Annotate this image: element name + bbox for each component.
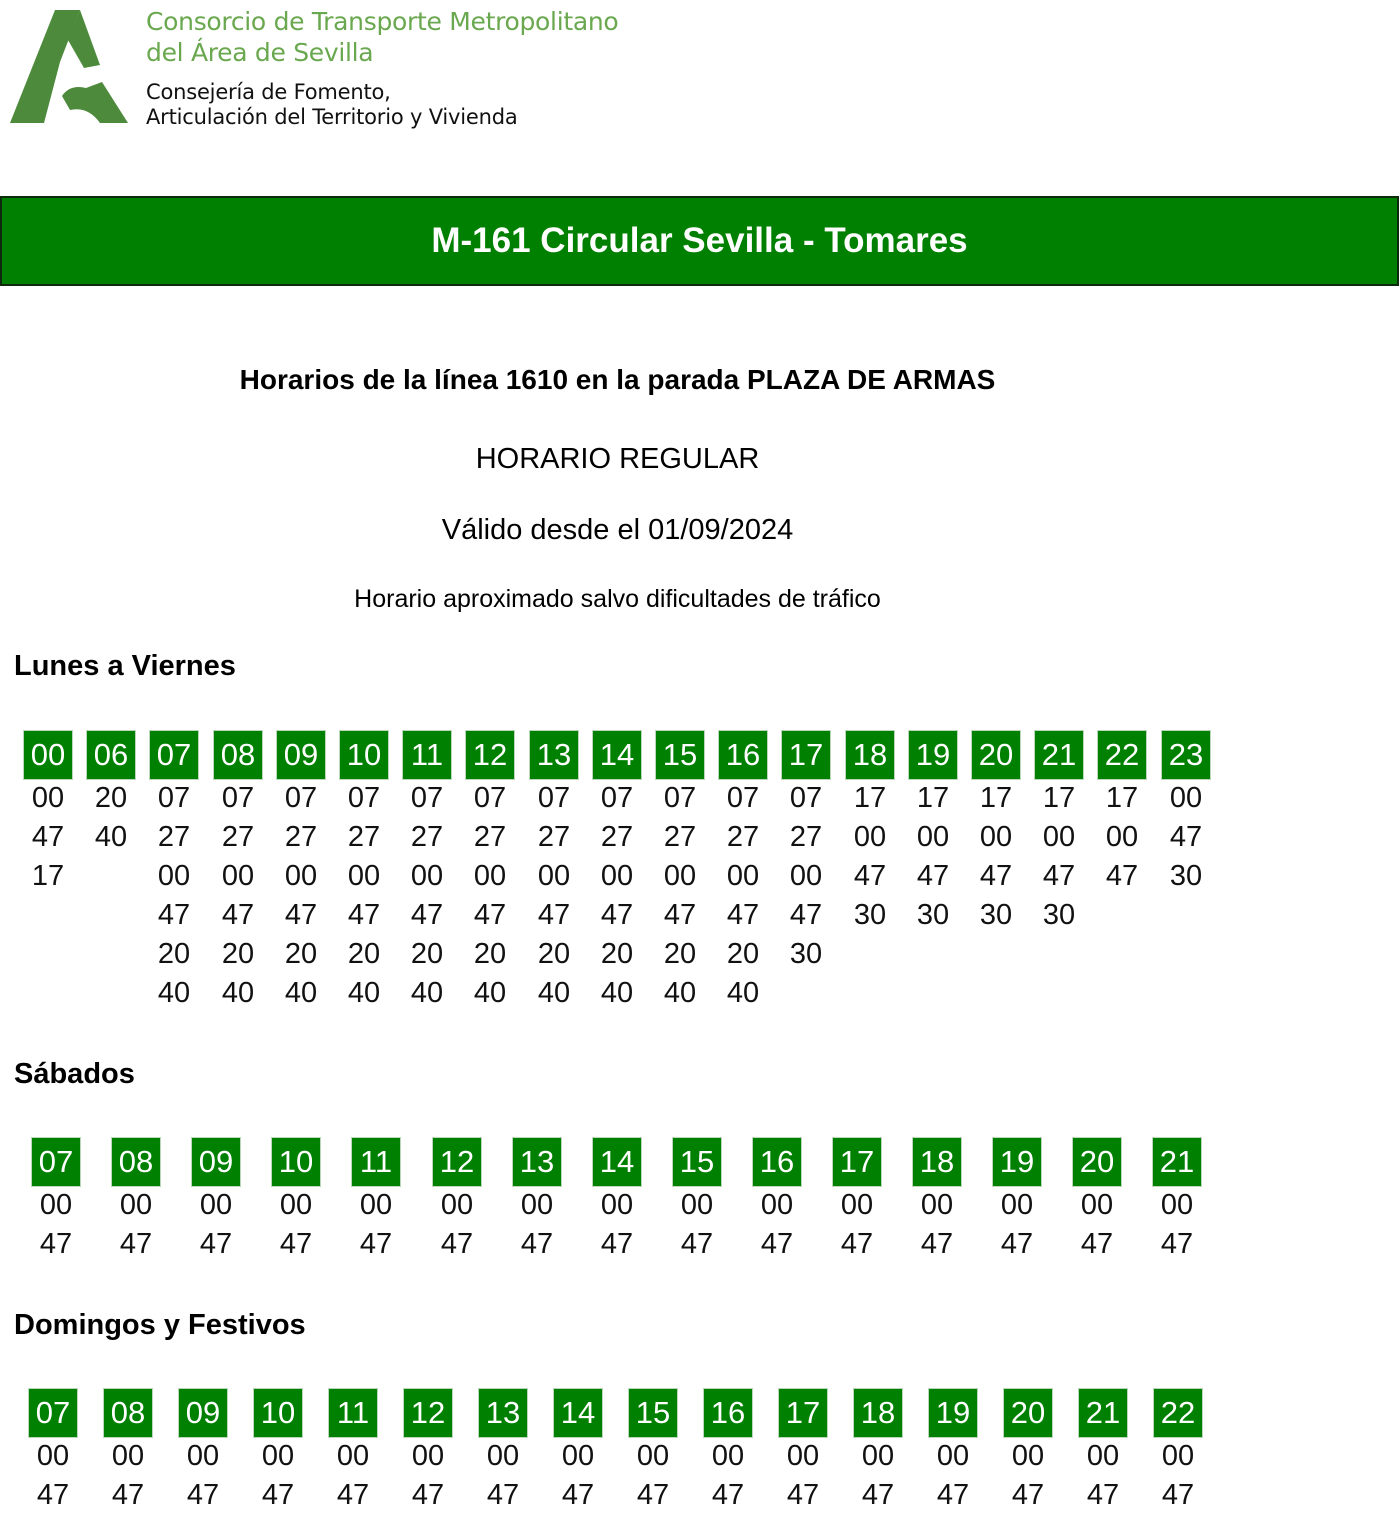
minute-cell: 20 [663,938,697,970]
minute-cell: 00 [221,860,255,892]
minute-cell: 00 [920,1189,954,1221]
minute-cell: 47 [1161,1479,1195,1511]
minute-cell: 00 [111,1440,145,1472]
minute-cell: 30 [1169,860,1203,892]
hour-column [329,1389,377,1515]
minute-cell: 47 [284,899,318,931]
minute-cell: 30 [916,899,950,931]
minute-cell: 47 [861,1479,895,1511]
hour-column [112,1138,160,1264]
minute-cell: 00 [600,860,634,892]
hour-column [913,1138,961,1264]
hour-cell: 10 [254,1389,302,1437]
hour-column [1154,1389,1202,1515]
schedule-type: HORARIO REGULAR [475,443,760,475]
minute-cell: 40 [473,977,507,1009]
minute-cell: 20 [600,938,634,970]
hour-column [24,731,72,896]
minute-cell: 47 [520,1228,554,1260]
minute-cell: 20 [221,938,255,970]
minute-cell: 17 [31,860,65,892]
hour-column [254,1389,302,1515]
hour-cell: 18 [854,1389,902,1437]
minute-cell: 27 [221,821,255,853]
minute-cell: 00 [261,1440,295,1472]
minute-cell: 00 [336,1440,370,1472]
hour-column [513,1138,561,1264]
minute-cell: 47 [119,1228,153,1260]
hour-column [993,1138,1041,1264]
hour-cell: 19 [929,1389,977,1437]
minute-cell: 27 [347,821,381,853]
minute-cell: 30 [979,899,1013,931]
hour-cell: 15 [673,1138,721,1186]
minute-cell: 27 [663,821,697,853]
minute-cell: 17 [979,782,1013,814]
minute-cell: 07 [410,782,444,814]
minute-cell: 00 [1105,821,1139,853]
hour-cell: 13 [530,731,578,779]
minute-cell: 00 [1160,1189,1194,1221]
minute-cell: 07 [537,782,571,814]
hour-cell: 19 [909,731,957,779]
minute-cell: 00 [979,821,1013,853]
hour-cell: 08 [112,1138,160,1186]
hour-cell: 15 [629,1389,677,1437]
minute-cell: 07 [221,782,255,814]
minute-cell: 20 [473,938,507,970]
hour-cell: 18 [846,731,894,779]
minute-cell: 00 [279,1189,313,1221]
minute-cell: 07 [347,782,381,814]
minute-cell: 47 [537,899,571,931]
minute-cell: 00 [680,1189,714,1221]
hour-column [277,731,325,1013]
minute-cell: 47 [853,860,887,892]
hour-cell: 21 [1153,1138,1201,1186]
hour-cell: 21 [1035,731,1083,779]
minute-cell: 20 [347,938,381,970]
hour-cell: 09 [192,1138,240,1186]
minute-cell: 47 [936,1479,970,1511]
minute-cell: 47 [410,899,444,931]
hour-column [929,1389,977,1515]
minute-cell: 40 [537,977,571,1009]
minute-cell: 00 [537,860,571,892]
minute-cell: 17 [853,782,887,814]
minute-cell: 47 [186,1479,220,1511]
minute-cell: 00 [760,1189,794,1221]
minute-cell: 00 [347,860,381,892]
minute-cell: 47 [221,899,255,931]
minute-cell: 27 [410,821,444,853]
minute-cell: 20 [726,938,760,970]
minute-cell: 07 [789,782,823,814]
minute-cell: 47 [1086,1479,1120,1511]
hour-column [192,1138,240,1264]
hour-cell: 17 [782,731,830,779]
minute-cell: 00 [1042,821,1076,853]
minute-cell: 00 [636,1440,670,1472]
minute-cell: 40 [94,821,128,853]
minute-cell: 47 [680,1228,714,1260]
minute-cell: 47 [1105,860,1139,892]
minute-cell: 00 [473,860,507,892]
hour-cell: 20 [972,731,1020,779]
minute-cell: 00 [840,1189,874,1221]
hour-cell: 16 [704,1389,752,1437]
hour-column [403,731,451,1013]
minute-cell: 00 [410,860,444,892]
hour-cell: 11 [403,731,451,779]
minute-cell: 00 [119,1189,153,1221]
hour-column [466,731,514,1013]
minute-cell: 20 [537,938,571,970]
section-title-sundays: Domingos y Festivos [14,1309,306,1341]
minute-cell: 17 [1105,782,1139,814]
minute-cell: 47 [789,899,823,931]
hour-column [29,1389,77,1515]
minute-cell: 30 [853,899,887,931]
hour-column [782,731,830,974]
minute-cell: 40 [157,977,191,1009]
minute-cell: 00 [186,1440,220,1472]
hour-column [846,731,894,935]
minute-cell: 00 [36,1440,70,1472]
minute-cell: 47 [760,1228,794,1260]
minute-cell: 40 [284,977,318,1009]
hour-cell: 16 [719,731,767,779]
hour-cell: 14 [554,1389,602,1437]
minute-cell: 00 [199,1189,233,1221]
hour-column [179,1389,227,1515]
minute-cell: 47 [711,1479,745,1511]
minute-cell: 47 [600,899,634,931]
hour-column [150,731,198,1013]
minute-cell: 40 [410,977,444,1009]
hour-column [272,1138,320,1264]
hour-cell: 13 [513,1138,561,1186]
hour-cell: 14 [593,731,641,779]
traffic-note: Horario aproximado salvo dificultades de tráfico [354,585,881,613]
minute-cell: 27 [789,821,823,853]
hour-cell: 09 [277,731,325,779]
minute-cell: 00 [663,860,697,892]
minute-cell: 47 [1000,1228,1034,1260]
minute-cell: 40 [726,977,760,1009]
minute-cell: 00 [440,1189,474,1221]
minute-cell: 27 [284,821,318,853]
hour-column [404,1389,452,1515]
minute-cell: 27 [600,821,634,853]
minute-cell: 47 [1080,1228,1114,1260]
hour-cell: 07 [32,1138,80,1186]
minute-cell: 47 [1011,1479,1045,1511]
hour-column [352,1138,400,1264]
hour-cell: 16 [753,1138,801,1186]
minute-cell: 00 [600,1189,634,1221]
minute-cell: 20 [410,938,444,970]
section-title-saturdays: Sábados [14,1058,135,1090]
minute-cell: 47 [920,1228,954,1260]
minute-cell: 47 [279,1228,313,1260]
hour-column [779,1389,827,1515]
minute-cell: 00 [711,1440,745,1472]
minute-cell: 00 [561,1440,595,1472]
hour-column [1098,731,1146,896]
hour-column [104,1389,152,1515]
minute-cell: 27 [537,821,571,853]
minute-cell: 47 [39,1228,73,1260]
minute-cell: 47 [440,1228,474,1260]
hour-cell: 23 [1162,731,1210,779]
hour-cell: 08 [104,1389,152,1437]
hour-column [1073,1138,1121,1264]
minute-cell: 47 [1169,821,1203,853]
hour-column [87,731,135,857]
junta-andalucia-logo [10,10,132,126]
minute-cell: 20 [157,938,191,970]
minute-cell: 47 [157,899,191,931]
minute-cell: 27 [473,821,507,853]
hour-cell: 17 [779,1389,827,1437]
hour-cell: 13 [479,1389,527,1437]
minute-cell: 47 [31,821,65,853]
hour-cell: 10 [272,1138,320,1186]
minute-cell: 07 [663,782,697,814]
minute-cell: 47 [411,1479,445,1511]
hour-cell: 12 [466,731,514,779]
minute-cell: 07 [157,782,191,814]
minute-cell: 07 [726,782,760,814]
minute-cell: 00 [1000,1189,1034,1221]
minute-cell: 00 [31,782,65,814]
department-name: Consejería de Fomento, Articulación del Territorio y Vivienda [146,80,518,129]
minute-cell: 00 [1161,1440,1195,1472]
minute-cell: 00 [1011,1440,1045,1472]
minute-cell: 40 [221,977,255,1009]
minute-cell: 47 [1160,1228,1194,1260]
hour-cell: 07 [150,731,198,779]
minute-cell: 00 [359,1189,393,1221]
minute-cell: 00 [1086,1440,1120,1472]
section-title-weekdays: Lunes a Viernes [14,650,236,682]
hour-column [530,731,578,1013]
hour-cell: 12 [404,1389,452,1437]
hour-column [704,1389,752,1515]
minute-cell: 47 [600,1228,634,1260]
minute-cell: 47 [199,1228,233,1260]
minute-cell: 47 [36,1479,70,1511]
hour-cell: 00 [24,731,72,779]
minute-cell: 47 [347,899,381,931]
hour-cell: 22 [1098,731,1146,779]
minute-cell: 47 [561,1479,595,1511]
minute-cell: 00 [853,821,887,853]
minute-cell: 00 [789,860,823,892]
minute-cell: 00 [726,860,760,892]
hour-column [1153,1138,1201,1264]
hour-cell: 15 [656,731,704,779]
minute-cell: 17 [1042,782,1076,814]
minute-cell: 47 [726,899,760,931]
hour-column [854,1389,902,1515]
hour-cell: 21 [1079,1389,1127,1437]
minute-cell: 40 [347,977,381,1009]
hour-column [719,731,767,1013]
minute-cell: 47 [786,1479,820,1511]
minute-cell: 40 [600,977,634,1009]
minute-cell: 47 [1042,860,1076,892]
hour-cell: 20 [1004,1389,1052,1437]
minute-cell: 00 [1080,1189,1114,1221]
hour-column [1004,1389,1052,1515]
minute-cell: 47 [261,1479,295,1511]
minute-cell: 00 [39,1189,73,1221]
hour-column [32,1138,80,1264]
minute-cell: 30 [789,938,823,970]
minute-cell: 17 [916,782,950,814]
minute-cell: 47 [336,1479,370,1511]
minute-cell: 20 [284,938,318,970]
hour-column [433,1138,481,1264]
valid-from: Válido desde el 01/09/2024 [441,514,794,546]
minute-cell: 47 [979,860,1013,892]
hour-column [656,731,704,1013]
minute-cell: 20 [94,782,128,814]
hour-column [479,1389,527,1515]
hour-cell: 11 [352,1138,400,1186]
line-title-banner [0,196,1399,286]
minute-cell: 07 [473,782,507,814]
hour-cell: 09 [179,1389,227,1437]
hour-column [340,731,388,1013]
minute-cell: 30 [1042,899,1076,931]
minute-cell: 40 [663,977,697,1009]
minute-cell: 00 [157,860,191,892]
hour-cell: 17 [833,1138,881,1186]
hour-cell: 12 [433,1138,481,1186]
minute-cell: 47 [486,1479,520,1511]
hour-cell: 06 [87,731,135,779]
minute-cell: 00 [520,1189,554,1221]
hour-column [972,731,1020,935]
hour-column [593,1138,641,1264]
hour-column [1035,731,1083,935]
line-title: M-161 Circular Sevilla - Tomares [431,221,968,260]
minute-cell: 47 [840,1228,874,1260]
hour-cell: 11 [329,1389,377,1437]
minute-cell: 00 [786,1440,820,1472]
hour-cell: 20 [1073,1138,1121,1186]
hour-cell: 07 [29,1389,77,1437]
minute-cell: 47 [473,899,507,931]
minute-cell: 47 [111,1479,145,1511]
hour-column [1162,731,1210,896]
minute-cell: 00 [861,1440,895,1472]
hour-column [629,1389,677,1515]
organization-name: Consorcio de Transporte Metropolitano del Área de Sevilla [146,7,619,67]
hour-cell: 08 [214,731,262,779]
minute-cell: 07 [284,782,318,814]
minute-cell: 00 [1169,782,1203,814]
schedule-title: Horarios de la línea 1610 en la parada PLAZA DE ARMAS [239,364,996,395]
hour-column [554,1389,602,1515]
minute-cell: 47 [359,1228,393,1260]
hour-column [673,1138,721,1264]
minute-cell: 00 [916,821,950,853]
hour-cell: 18 [913,1138,961,1186]
minute-cell: 27 [157,821,191,853]
minute-cell: 07 [600,782,634,814]
minute-cell: 00 [284,860,318,892]
hour-column [1079,1389,1127,1515]
hour-column [753,1138,801,1264]
hour-cell: 19 [993,1138,1041,1186]
minute-cell: 47 [636,1479,670,1511]
minute-cell: 00 [936,1440,970,1472]
minute-cell: 27 [726,821,760,853]
hour-column [909,731,957,935]
minute-cell: 00 [411,1440,445,1472]
hour-cell: 14 [593,1138,641,1186]
hour-cell: 22 [1154,1389,1202,1437]
hour-column [593,731,641,1013]
hour-column [214,731,262,1013]
hour-column [833,1138,881,1264]
minute-cell: 00 [486,1440,520,1472]
hour-cell: 10 [340,731,388,779]
minute-cell: 47 [916,860,950,892]
minute-cell: 47 [663,899,697,931]
